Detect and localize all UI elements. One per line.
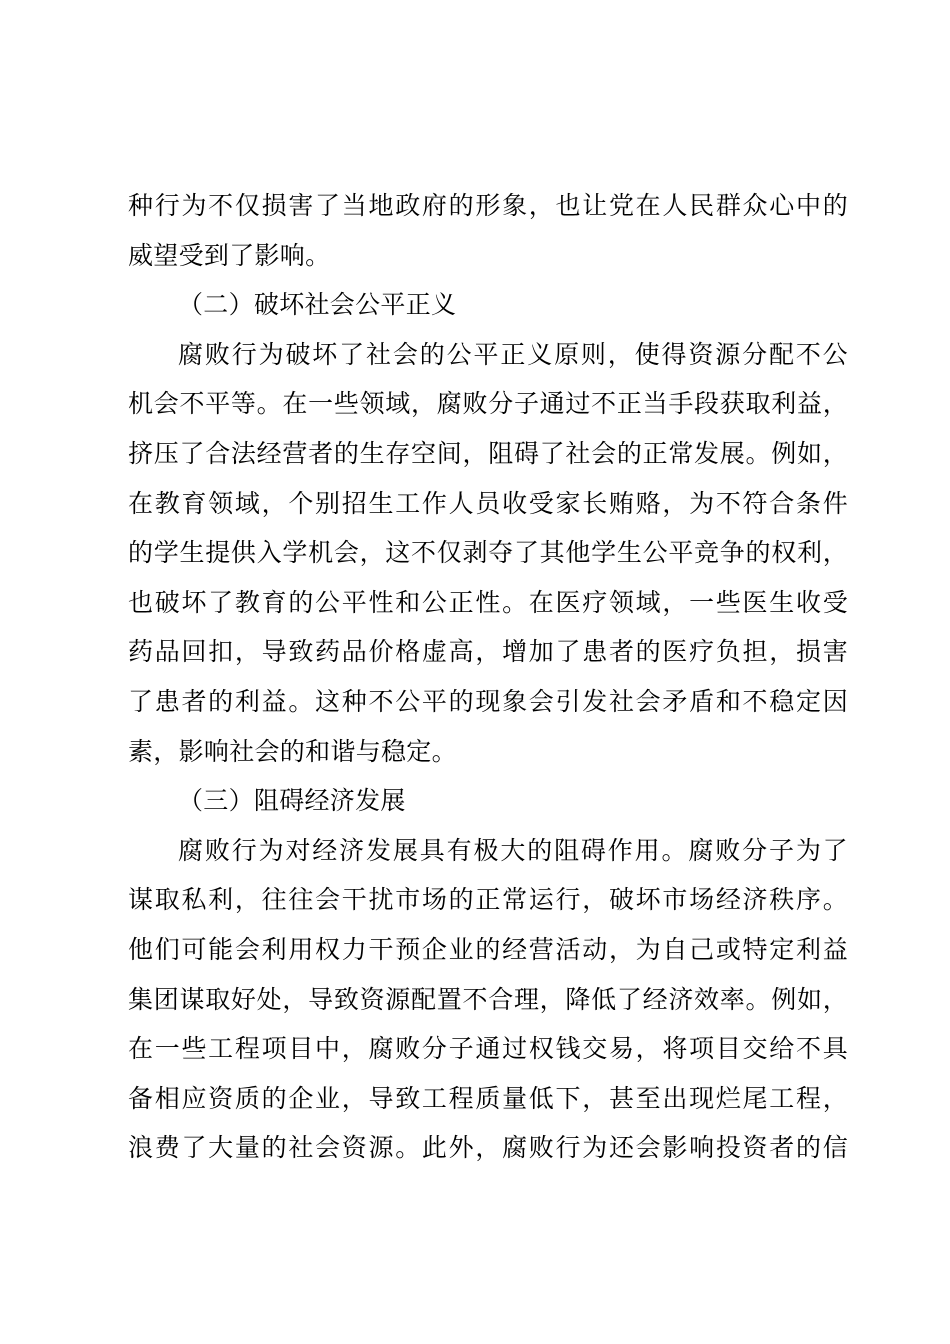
text-line: （三）阻碍经济发展 xyxy=(178,786,406,816)
text-line: 腐败行为破坏了社会的公平正义原则，使得资源分配不公 xyxy=(178,339,848,369)
text-line: 在一些工程项目中，腐败分子通过权钱交易，将项目交给不具 xyxy=(128,1034,848,1064)
text-line: 种行为不仅损害了当地政府的形象，也让党在人民群众心中的 xyxy=(128,191,848,220)
text-line: 他们可能会利用权力干预企业的经营活动，为自己或特定利益 xyxy=(128,934,848,964)
text-line: 了患者的利益。这种不公平的现象会引发社会矛盾和不稳定因 xyxy=(128,686,848,716)
text-line: 药品回扣，导致药品价格虚高，增加了患者的医疗负担，损害 xyxy=(128,637,848,667)
text-line: （二）破坏社会公平正义 xyxy=(178,290,457,320)
text-line: 挤压了合法经营者的生存空间，阻碍了社会的正常发展。例如， xyxy=(128,438,848,468)
document-body xyxy=(128,181,848,1173)
text-line: 在教育领域，个别招生工作人员收受家长贿赂，为不符合条件 xyxy=(128,488,848,518)
text-line: 谋取私利，往往会干扰市场的正常运行，破坏市场经济秩序。 xyxy=(128,885,848,915)
text-line: 机会不平等。在一些领域，腐败分子通过不正当手段获取利益， xyxy=(128,389,848,419)
text-line: 浪费了大量的社会资源。此外，腐败行为还会影响投资者的信 xyxy=(128,1133,848,1163)
text-line: 集团谋取好处，导致资源配置不合理，降低了经济效率。例如， xyxy=(128,984,848,1014)
text-line: 的学生提供入学机会，这不仅剥夺了其他学生公平竞争的权利， xyxy=(128,538,848,568)
text-line: 也破坏了教育的公平性和公正性。在医疗领域，一些医生收受 xyxy=(128,587,848,617)
text-line: 腐败行为对经济发展具有极大的阻碍作用。腐败分子为了 xyxy=(178,835,848,865)
text-line: 备相应资质的企业，导致工程质量低下，甚至出现烂尾工程， xyxy=(128,1083,848,1113)
text-line: 素，影响社会的和谐与稳定。 xyxy=(128,736,457,766)
text-line: 威望受到了影响。 xyxy=(128,240,331,270)
